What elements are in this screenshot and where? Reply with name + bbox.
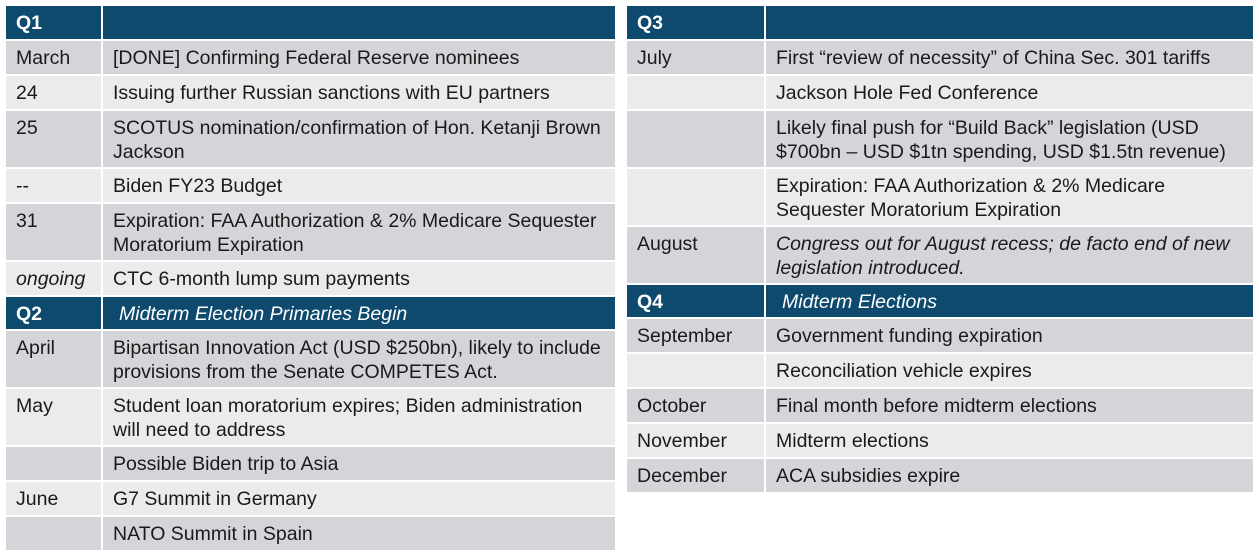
table-row — [6, 75, 615, 110]
row-date — [6, 516, 102, 551]
row-date: -- — [6, 168, 102, 203]
row-event: Expiration: FAA Authorization & 2% Medicare Sequester Moratorium Expiration — [765, 168, 1253, 226]
row-event: Student loan moratorium expires; Biden administration will need to address — [102, 388, 615, 446]
row-date: 24 — [6, 75, 102, 110]
quarter-note: Midterm Elections — [765, 284, 1253, 318]
row-event: Likely final push for “Build Back” legislation (USD $700bn – USD $1tn spending, USD $1.5tn revenue) — [765, 110, 1253, 168]
table-row — [627, 388, 1253, 423]
section-header-q1 — [6, 6, 615, 40]
quarter-label: Q3 — [627, 6, 765, 40]
schedule-table-right — [627, 6, 1253, 494]
row-date: July — [627, 40, 765, 75]
table-row — [627, 353, 1253, 388]
table-row — [627, 423, 1253, 458]
row-date: 25 — [6, 110, 102, 168]
row-event: Jackson Hole Fed Conference — [765, 75, 1253, 110]
table-row — [6, 110, 615, 168]
row-date: September — [627, 318, 765, 353]
table-row — [627, 168, 1253, 226]
row-event: [DONE] Confirming Federal Reserve nominees — [102, 40, 615, 75]
row-event: CTC 6-month lump sum payments — [102, 261, 615, 296]
quarter-note — [765, 6, 1253, 40]
row-event: Government funding expiration — [765, 318, 1253, 353]
row-date: December — [627, 458, 765, 493]
row-date: April — [6, 330, 102, 388]
quarter-label: Q2 — [6, 296, 102, 330]
row-event: SCOTUS nomination/confirmation of Hon. Ketanji Brown Jackson — [102, 110, 615, 168]
table-row — [6, 261, 615, 296]
row-date: August — [627, 226, 765, 284]
table-row — [6, 203, 615, 261]
table-row — [6, 446, 615, 481]
row-event: Issuing further Russian sanctions with EU partners — [102, 75, 615, 110]
table-row — [6, 516, 615, 551]
row-date — [6, 446, 102, 481]
section-header-q3 — [627, 6, 1253, 40]
table-row — [627, 318, 1253, 353]
row-date: June — [6, 481, 102, 516]
row-date — [627, 168, 765, 226]
row-date — [627, 75, 765, 110]
row-event: G7 Summit in Germany — [102, 481, 615, 516]
table-row — [627, 75, 1253, 110]
row-date: May — [6, 388, 102, 446]
table-row — [6, 388, 615, 446]
row-date: ongoing — [6, 261, 102, 296]
quarter-note — [102, 6, 615, 40]
row-date: October — [627, 388, 765, 423]
table-row — [627, 110, 1253, 168]
row-event: First “review of necessity” of China Sec. 301 tariffs — [765, 40, 1253, 75]
row-event: Final month before midterm elections — [765, 388, 1253, 423]
row-date: 31 — [6, 203, 102, 261]
row-event: Congress out for August recess; de facto end of new legislation introduced. — [765, 226, 1253, 284]
row-event: Possible Biden trip to Asia — [102, 446, 615, 481]
table-row — [627, 40, 1253, 75]
quarter-label: Q4 — [627, 284, 765, 318]
row-date: November — [627, 423, 765, 458]
section-header-q4 — [627, 284, 1253, 318]
table-row — [6, 40, 615, 75]
table-row — [627, 458, 1253, 493]
table-row — [6, 481, 615, 516]
row-event: Midterm elections — [765, 423, 1253, 458]
section-header-q2 — [6, 296, 615, 330]
table-row — [6, 168, 615, 203]
row-date — [627, 353, 765, 388]
table-row — [627, 226, 1253, 284]
row-event: Reconciliation vehicle expires — [765, 353, 1253, 388]
schedule-table-left — [6, 6, 615, 552]
row-date: March — [6, 40, 102, 75]
row-event: Expiration: FAA Authorization & 2% Medicare Sequester Moratorium Expiration — [102, 203, 615, 261]
quarter-label: Q1 — [6, 6, 102, 40]
row-date — [627, 110, 765, 168]
quarter-note: Midterm Election Primaries Begin — [102, 296, 615, 330]
table-row — [6, 330, 615, 388]
row-event: ACA subsidies expire — [765, 458, 1253, 493]
row-event: NATO Summit in Spain — [102, 516, 615, 551]
row-event: Biden FY23 Budget — [102, 168, 615, 203]
row-event: Bipartisan Innovation Act (USD $250bn), likely to include provisions from the Senate COMPETES Act. — [102, 330, 615, 388]
